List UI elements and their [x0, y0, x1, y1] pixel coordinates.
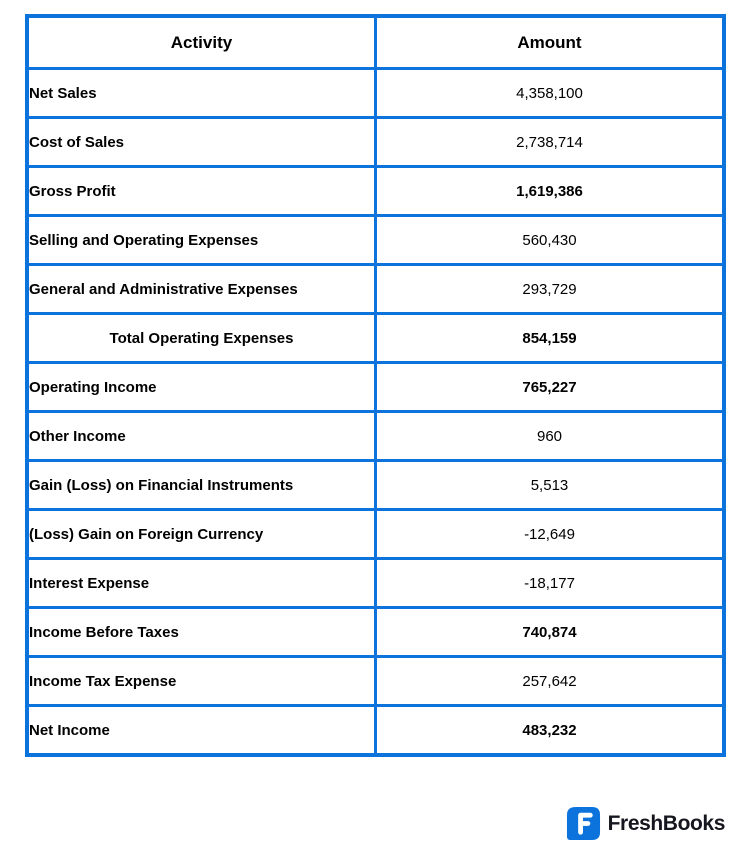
freshbooks-f-icon: [566, 806, 601, 841]
row-amount: 4,358,100: [376, 69, 725, 118]
table-row: [27, 118, 724, 167]
row-label: Gain (Loss) on Financial Instruments: [27, 461, 376, 510]
table-row: [27, 657, 724, 706]
row-amount: 293,729: [376, 265, 725, 314]
table-row: [27, 608, 724, 657]
row-label: Selling and Operating Expenses: [27, 216, 376, 265]
row-label: Total Operating Expenses: [27, 314, 376, 363]
row-amount: 560,430: [376, 216, 725, 265]
table-row: [27, 363, 724, 412]
header-activity: Activity: [27, 16, 376, 69]
table-row: [27, 412, 724, 461]
row-label: Cost of Sales: [27, 118, 376, 167]
row-amount: 2,738,714: [376, 118, 725, 167]
freshbooks-logo: [566, 806, 725, 841]
row-amount: 5,513: [376, 461, 725, 510]
table-row: [27, 706, 724, 756]
row-amount: 483,232: [376, 706, 725, 756]
row-label: Income Before Taxes: [27, 608, 376, 657]
row-label: (Loss) Gain on Foreign Currency: [27, 510, 376, 559]
row-amount: -12,649: [376, 510, 725, 559]
row-label: General and Administrative Expenses: [27, 265, 376, 314]
row-label: Other Income: [27, 412, 376, 461]
table-row: [27, 265, 724, 314]
row-amount: 1,619,386: [376, 167, 725, 216]
row-amount: 960: [376, 412, 725, 461]
table-row: [27, 167, 724, 216]
table-row: [27, 314, 724, 363]
row-label: Net Income: [27, 706, 376, 756]
row-label: Income Tax Expense: [27, 657, 376, 706]
table-row: [27, 216, 724, 265]
row-amount: 257,642: [376, 657, 725, 706]
income-statement-table: [25, 14, 726, 757]
row-amount: 765,227: [376, 363, 725, 412]
row-amount: -18,177: [376, 559, 725, 608]
header-amount: Amount: [376, 16, 725, 69]
row-label: Net Sales: [27, 69, 376, 118]
header-row: [27, 16, 724, 69]
table-row: [27, 69, 724, 118]
table-row: [27, 461, 724, 510]
table-row: [27, 559, 724, 608]
row-amount: 740,874: [376, 608, 725, 657]
row-amount: 854,159: [376, 314, 725, 363]
row-label: Operating Income: [27, 363, 376, 412]
row-label: Interest Expense: [27, 559, 376, 608]
table-row: [27, 510, 724, 559]
row-label: Gross Profit: [27, 167, 376, 216]
brand-name: FreshBooks: [607, 811, 725, 835]
